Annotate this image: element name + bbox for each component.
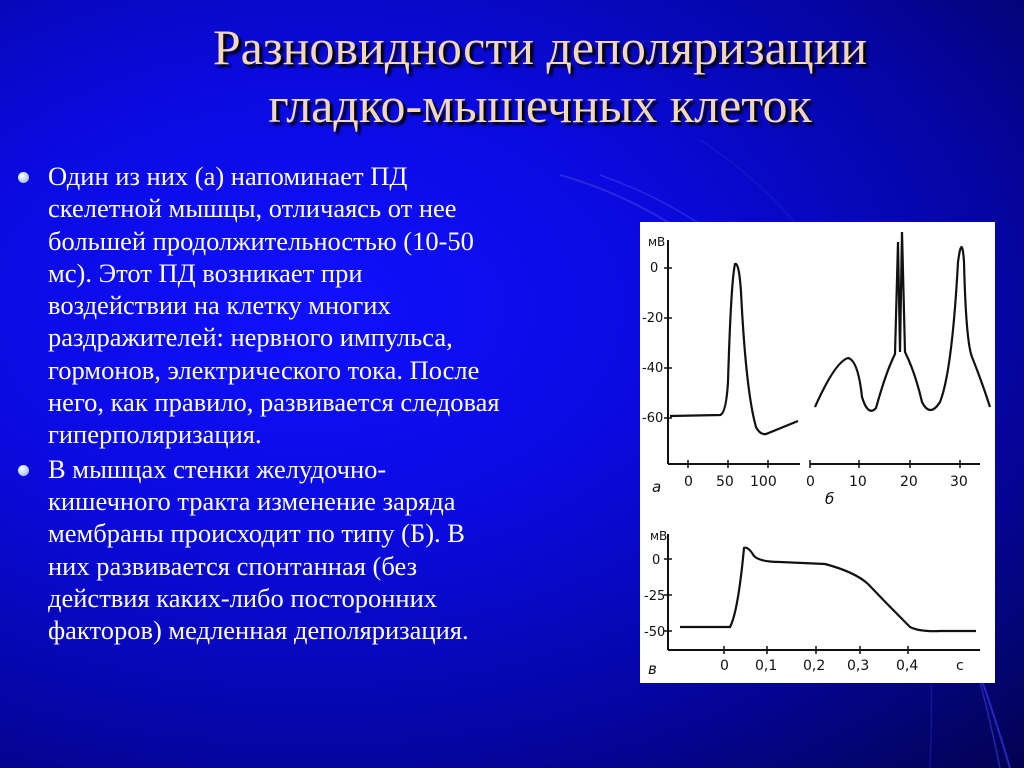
bullet-1-line: большей продолжительностью (10-50 xyxy=(48,225,474,256)
panel-a-ytick: 0 xyxy=(650,261,659,276)
bullet-1-line: Один из них (а) напоминает ПД xyxy=(48,161,408,191)
bullet-2-line: факторов) медленная деполяризация. xyxy=(48,615,469,646)
bullet-2-line: мембраны происходит по типу (Б). В xyxy=(48,518,465,549)
action-potential-figure xyxy=(640,222,995,683)
bullet-1-line: скелетной мышцы, отличаясь от нее xyxy=(48,193,457,224)
panel-a-ytick: -20 xyxy=(642,311,664,326)
panel-c-ytick: 0 xyxy=(652,553,661,568)
panel-c-ytick: -50 xyxy=(644,625,666,640)
panel-b-label: б xyxy=(825,490,835,508)
figure-svg xyxy=(640,222,995,683)
panel-b-xtick: 20 xyxy=(900,474,918,490)
bullet-1-line: воздействии на клетку многих xyxy=(48,290,391,321)
panel-c-ylabel: мВ xyxy=(650,529,668,543)
panel-a-ytick: -60 xyxy=(642,411,664,426)
bullet-2-line: В мышцах стенки желудочно- xyxy=(48,453,387,484)
panel-c-xtick: 0,3 xyxy=(847,658,870,674)
title-line-1: Разновидности деполяризации xyxy=(212,19,868,75)
panel-c-label: в xyxy=(648,660,657,678)
panel-c-xtick: 0,2 xyxy=(803,658,826,674)
bullet-item-2 xyxy=(16,453,636,647)
bullet-1-line: раздражителей: нервного импульса, xyxy=(48,322,453,353)
panel-a-xtick: 50 xyxy=(716,474,734,490)
panel-c-xunit: с xyxy=(956,658,964,674)
bullet-2-line: кишечного тракта изменение заряда xyxy=(48,485,456,516)
panel-b-trace xyxy=(815,232,990,411)
bullet-dot-icon xyxy=(18,465,29,476)
bullet-list xyxy=(16,160,636,648)
panel-a-xtick: 100 xyxy=(750,474,777,490)
bullet-2-line: них развивается спонтанная (без xyxy=(48,550,418,581)
panel-c-ytick: -25 xyxy=(644,589,666,604)
panel-c-xtick: 0,4 xyxy=(896,658,919,674)
bullet-1-line: гиперполяризация. xyxy=(48,419,262,450)
panel-c-xtick: 0 xyxy=(720,658,729,674)
panel-a-trace xyxy=(670,264,798,434)
panel-c xyxy=(644,529,980,678)
panel-a-ytick: -40 xyxy=(642,361,664,376)
slide-title xyxy=(100,18,980,134)
panel-c-trace xyxy=(680,548,976,632)
panel-a-ylabel: мВ xyxy=(648,235,666,249)
bullet-dot-icon xyxy=(18,172,29,183)
panel-b xyxy=(806,232,990,508)
panel-b-xtick: 0 xyxy=(806,474,815,490)
panel-b-xtick: 10 xyxy=(849,474,867,490)
bullet-2-line: действия каких-либо посторонних xyxy=(48,582,438,613)
bullet-1-line: него, как правило, развивается следовая xyxy=(48,387,500,418)
panel-a-label: а xyxy=(652,478,662,496)
panel-a-xtick: 0 xyxy=(684,474,693,490)
bullet-1-line: гормонов, электрического тока. После xyxy=(48,354,480,385)
title-line-2: гладко-мышечных клеток xyxy=(268,77,812,133)
panel-a xyxy=(642,235,800,496)
panel-b-xtick: 30 xyxy=(950,474,968,490)
bullet-item-1 xyxy=(16,160,636,451)
panel-c-xtick: 0,1 xyxy=(755,658,778,674)
bullet-1-line: мс). Этот ПД возникает при xyxy=(48,257,363,288)
